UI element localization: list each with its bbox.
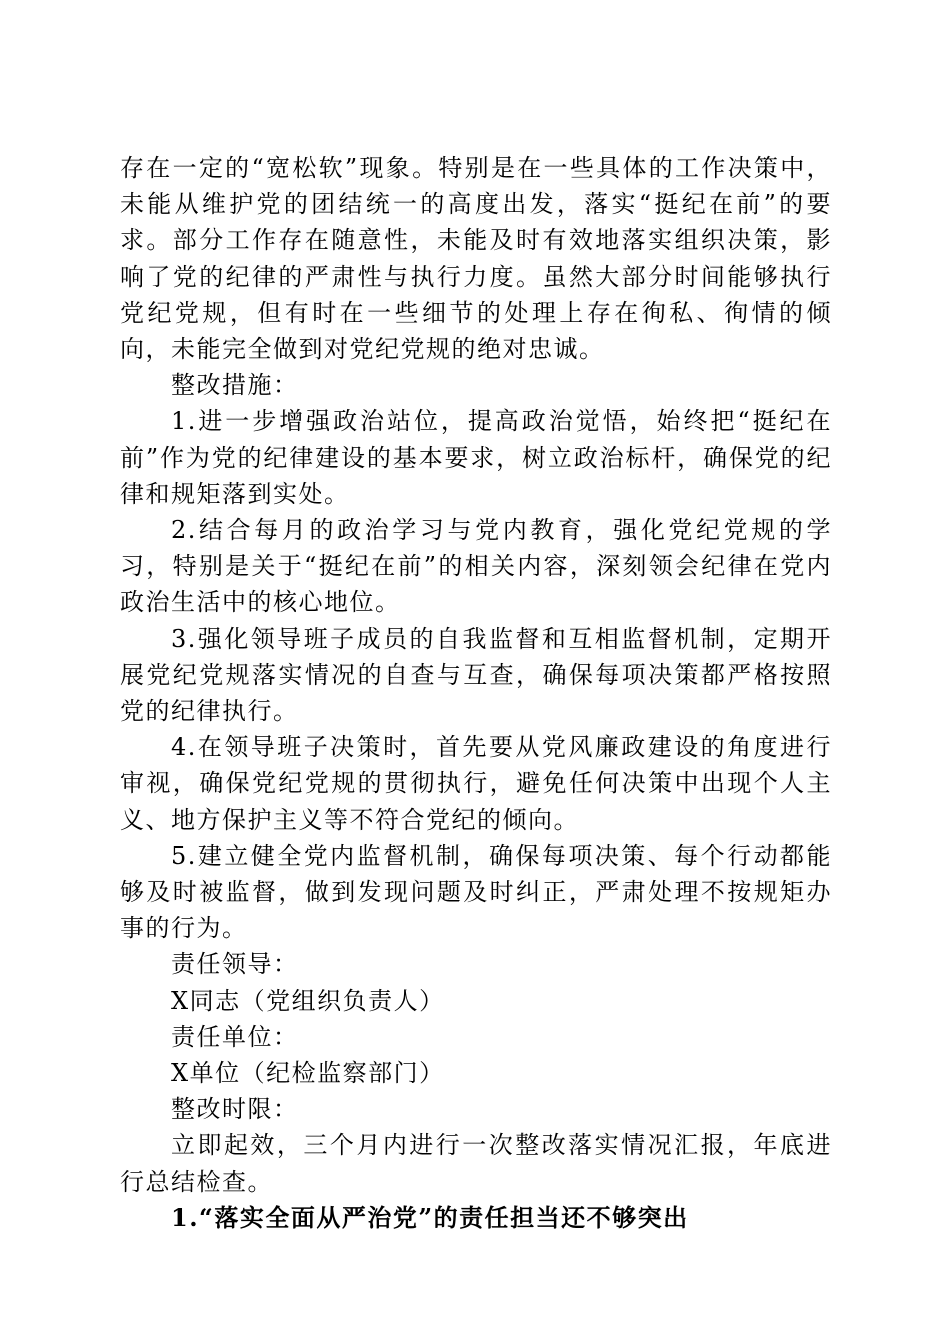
measure-item-5: 5.建立健全党内监督机制，确保每项决策、每个行动都能够及时被监督，做到发现问题及时纠正，严肃处理不按规矩办事的行为。 — [120, 841, 832, 943]
value-responsible-unit: X单位（纪检监察部门） — [171, 1059, 445, 1088]
section-heading: 1.“落实全面从严治党”的责任担当还不够突出 — [171, 1202, 689, 1232]
value-deadline: 立即起效，三个月内进行一次整改落实情况汇报，年底进行总结检查。 — [120, 1131, 832, 1196]
measure-item-1: 1.进一步增强政治站位，提高政治觉悟，始终把“挺纪在前”作为党的纪律建设的基本要求，树立政治标杆，确保党的纪律和规矩落到实处。 — [120, 407, 832, 508]
paragraph-problem-description: 存在一定的“宽松软”现象。特别是在一些具体的工作决策中，未能从维护党的团结统一的高度出发，落实“挺纪在前”的要求。部分工作存在随意性，未能及时有效地落实组织决策，影响了党的纪律的严肃性与执行力度。虽然大部分时间能够执行党纪党规，但有时在一些细节的处理上存在徇私、徇情的倾向，未能完全做到对党纪党规的绝对忠诚。 — [120, 154, 832, 364]
measure-item-2: 2.结合每月的政治学习与党内教育，强化党纪党规的学习，特别是关于“挺纪在前”的相关内容，深刻领会纪律在党内政治生活中的核心地位。 — [120, 516, 832, 617]
label-deadline: 整改时限： — [171, 1095, 299, 1124]
value-responsible-leader: X同志（党组织负责人） — [171, 986, 445, 1015]
label-rectification-measures: 整改措施： — [171, 371, 299, 400]
document-body — [120, 150, 832, 1236]
label-responsible-unit: 责任单位： — [171, 1022, 299, 1051]
measure-item-3: 3.强化领导班子成员的自我监督和互相监督机制，定期开展党纪党规落实情况的自查与互查，确保每项决策都严格按照党的纪律执行。 — [120, 624, 832, 726]
measure-item-4: 4.在领导班子决策时，首先要从党风廉政建设的角度进行审视，确保党纪党规的贯彻执行，避免任何决策中出现个人主义、地方保护主义等不符合党纪的倾向。 — [120, 733, 832, 834]
label-responsible-leader: 责任领导： — [171, 950, 299, 979]
